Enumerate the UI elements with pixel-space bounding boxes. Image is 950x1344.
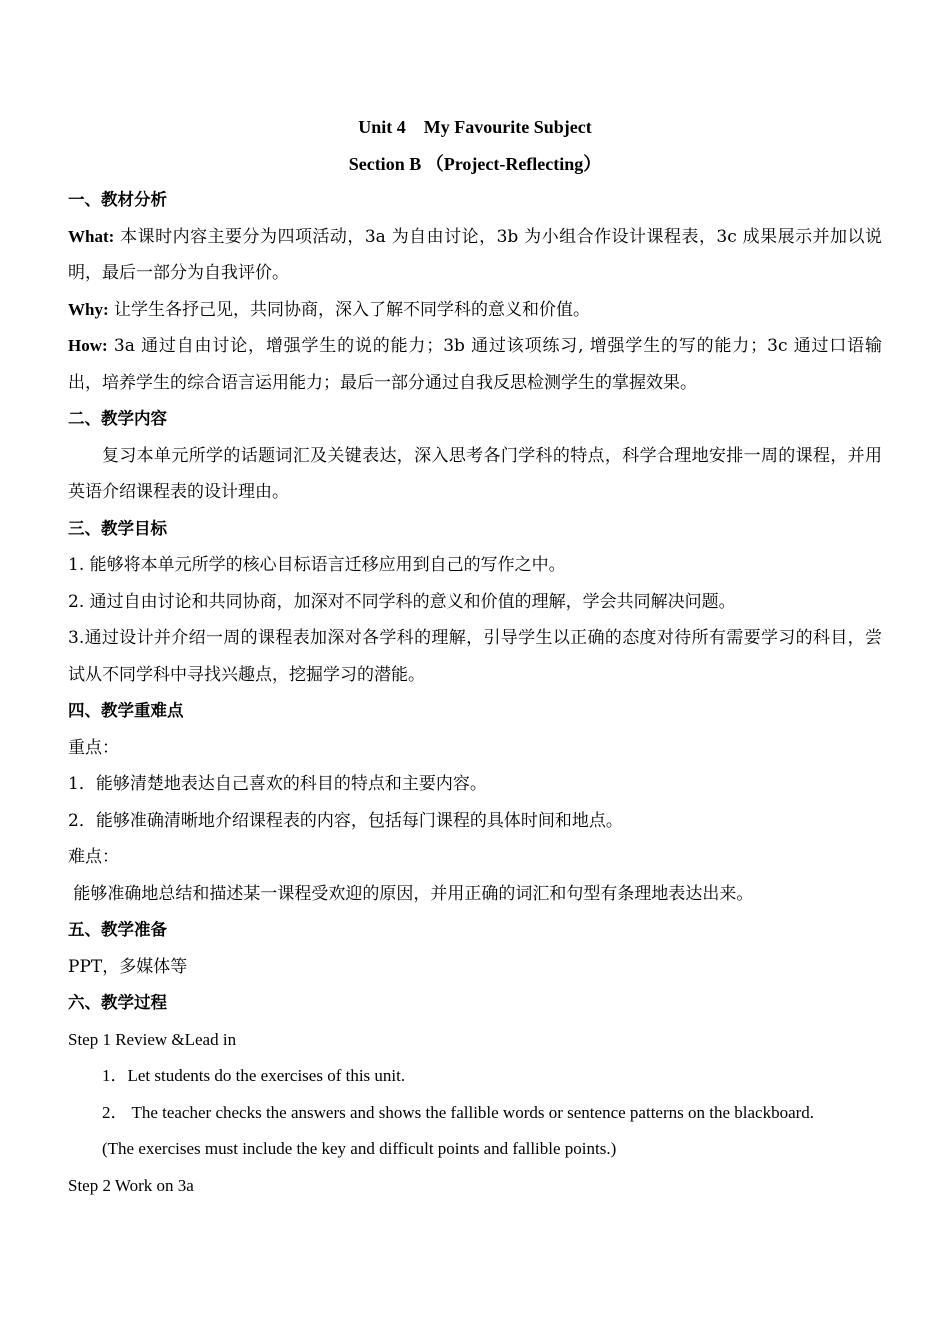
section-heading-preparation: 五、教学准备	[68, 920, 167, 939]
document-subtitle: Section B （Project-Reflecting）	[348, 153, 602, 174]
step1-item-1: 1．Let students do the exercises of this unit.	[102, 1066, 406, 1085]
step1-title: Step 1 Review &Lead in	[68, 1029, 237, 1049]
preparation-text: PPT，多媒体等	[68, 956, 188, 977]
section-heading-process: 六、教学过程	[68, 993, 167, 1012]
section-heading-content: 二、教学内容	[68, 409, 167, 428]
objective-item-2: 2. 通过自由讨论和共同协商，加深对不同学科的意义和价值的理解，学会共同解决问题。	[68, 591, 736, 612]
how-paragraph	[68, 328, 882, 401]
step2-title: Step 2 Work on 3a	[68, 1175, 194, 1195]
how-label: How:	[68, 336, 108, 355]
section-heading-key-points: 四、教学重难点	[68, 701, 184, 720]
section-heading-analysis: 一、教材分析	[68, 190, 167, 209]
how-text: 3a 通过自由讨论，增强学生的说的能力；3b 通过该项练习, 增强学生的写的能力；3c 通过口语输出，培养学生的综合语言运用能力；最后一部分通过自我反思检测学生的掌握效果。	[68, 336, 882, 393]
key-point-item-1: 1．能够清楚地表达自己喜欢的科目的特点和主要内容。	[68, 774, 487, 794]
what-label: What:	[68, 226, 115, 246]
objective-item-1: 1. 能够将本单元所学的核心目标语言迁移应用到自己的写作之中。	[68, 555, 566, 575]
difficult-point-text: 能够准确地总结和描述某一课程受欢迎的原因，并用正确的词汇和句型有条理地表达出来。	[68, 883, 754, 904]
content-paragraph: 复习本单元所学的话题词汇及关键表达，深入思考各门学科的特点，科学合理地安排一周的课程，并用英语介绍课程表的设计理由。	[68, 445, 882, 502]
what-text: 本课时内容主要分为四项活动，3a 为自由讨论，3b 为小组合作设计课程表，3c 成果展示并加以说明，最后一部分为自我评价。	[68, 226, 882, 283]
key-point-item-2: 2．能够准确清晰地介绍课程表的内容，包括每门课程的具体时间和地点。	[68, 810, 623, 831]
why-label: Why:	[68, 299, 109, 319]
what-paragraph	[68, 219, 882, 292]
key-points-label: 重点：	[68, 737, 119, 758]
step1-note: (The exercises must include the key and difficult points and fallible points.)	[102, 1139, 617, 1158]
step1-item-2: 2． The teacher checks the answers and shows the fallible words or sentence patterns on the blackboard.	[102, 1102, 815, 1122]
section-heading-objectives: 三、教学目标	[68, 518, 167, 538]
why-text: 让学生各抒己见，共同协商，深入了解不同学科的意义和价值。	[108, 299, 591, 320]
objective-item-3: 3.通过设计并介绍一周的课程表加深对各学科的理解，引导学生以正确的态度对待所有需要学习的科目，尝试从不同学科中寻找兴趣点，挖掘学习的潜能。	[68, 628, 882, 685]
why-paragraph	[68, 292, 882, 329]
difficult-points-label: 难点：	[68, 847, 119, 867]
document-title: Unit 4 My Favourite Subject	[358, 117, 592, 137]
